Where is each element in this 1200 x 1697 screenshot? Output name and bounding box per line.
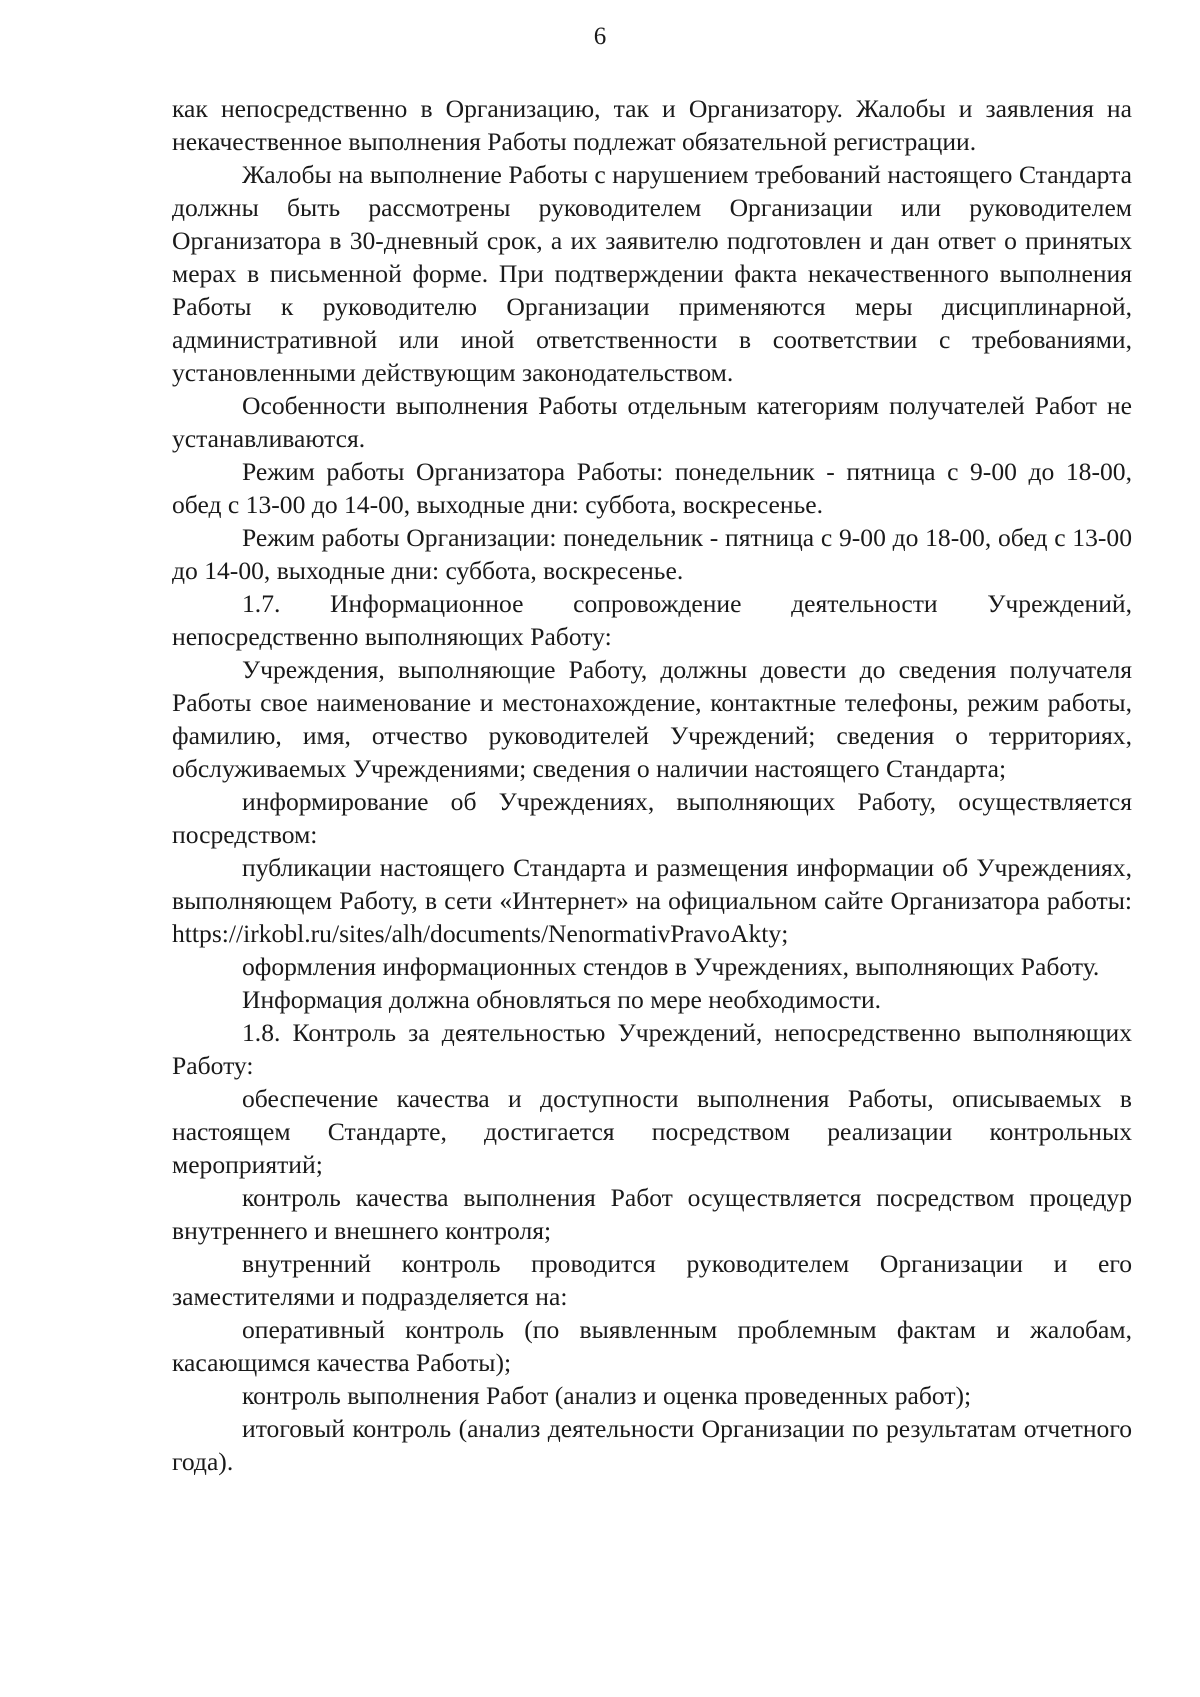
paragraph: Режим работы Организатора Работы: понедельник - пятница с 9-00 до 18-00, обед с 13-00 до 14-00, выходные дни: суббота, воскресенье.	[172, 457, 1132, 519]
paragraph: итоговый контроль (анализ деятельности Организации по результатам отчетного года).	[172, 1414, 1132, 1476]
paragraph: оперативный контроль (по выявленным проблемным фактам и жалобам, касающимся качества Работы);	[172, 1315, 1132, 1377]
paragraph-with-url: публикации настоящего Стандарта и размещения информации об Учреждениях, выполняющем Работу, в сети «Интернет» на официальном сайте Организатора работы: https://irkobl.ru/sites/alh/documents/NenormativPravoAkty;	[172, 853, 1132, 948]
paragraph: Информация должна обновляться по мере необходимости.	[242, 985, 882, 1014]
paragraph: оформления информационных стендов в Учреждениях, выполняющих Работу.	[242, 952, 1100, 981]
paragraph: Особенности выполнения Работы отдельным категориям получателей Работ не устанавливаются.	[172, 391, 1132, 453]
document-body	[172, 92, 1132, 1478]
section-heading-1-8: 1.8. Контроль за деятельностью Учреждений, непосредственно выполняющих Работу:	[172, 1018, 1132, 1080]
paragraph: Учреждения, выполняющие Работу, должны довести до сведения получателя Работы свое наименование и местонахождение, контактные телефоны, режим работы, фамилию, имя, отчество руководителей Учреждений; сведения о территориях, обслуживаемых Учреждениями; сведения о наличии настоящего Стандарта;	[172, 655, 1132, 783]
paragraph: контроль выполнения Работ (анализ и оценка проведенных работ);	[242, 1381, 972, 1410]
paragraph: контроль качества выполнения Работ осуществляется посредством процедур внутреннего и внешнего контроля;	[172, 1183, 1132, 1245]
paragraph: Жалобы на выполнение Работы с нарушением требований настоящего Стандарта должны быть рассмотрены руководителем Организации или руководителем Организатора в 30-дневный срок, а их заявителю подготовлен и дан ответ о принятых мерах в письменной форме. При подтверждении факта некачественного выполнения Работы к руководителю Организации применяются меры дисциплинарной, административной или иной ответственности в соответствии с требованиями, установленными действующим законодательством.	[172, 160, 1132, 387]
section-heading-1-7: 1.7. Информационное сопровождение деятельности Учреждений, непосредственно выполняющих Работу:	[172, 589, 1132, 651]
page-number: 6	[593, 23, 607, 50]
paragraph: Режим работы Организации: понедельник - пятница с 9-00 до 18-00, обед с 13-00 до 14-00, выходные дни: суббота, воскресенье.	[172, 523, 1132, 585]
paragraph: обеспечение качества и доступности выполнения Работы, описываемых в настоящем Стандарте, достигается посредством реализации контрольных мероприятий;	[172, 1084, 1132, 1179]
paragraph: как непосредственно в Организацию, так и Организатору. Жалобы и заявления на некачественное выполнения Работы подлежат обязательной регистрации.	[172, 94, 1132, 156]
paragraph: внутренний контроль проводится руководителем Организации и его заместителями и подразделяется на:	[172, 1249, 1132, 1311]
paragraph: информирование об Учреждениях, выполняющих Работу, осуществляется посредством:	[172, 787, 1132, 849]
